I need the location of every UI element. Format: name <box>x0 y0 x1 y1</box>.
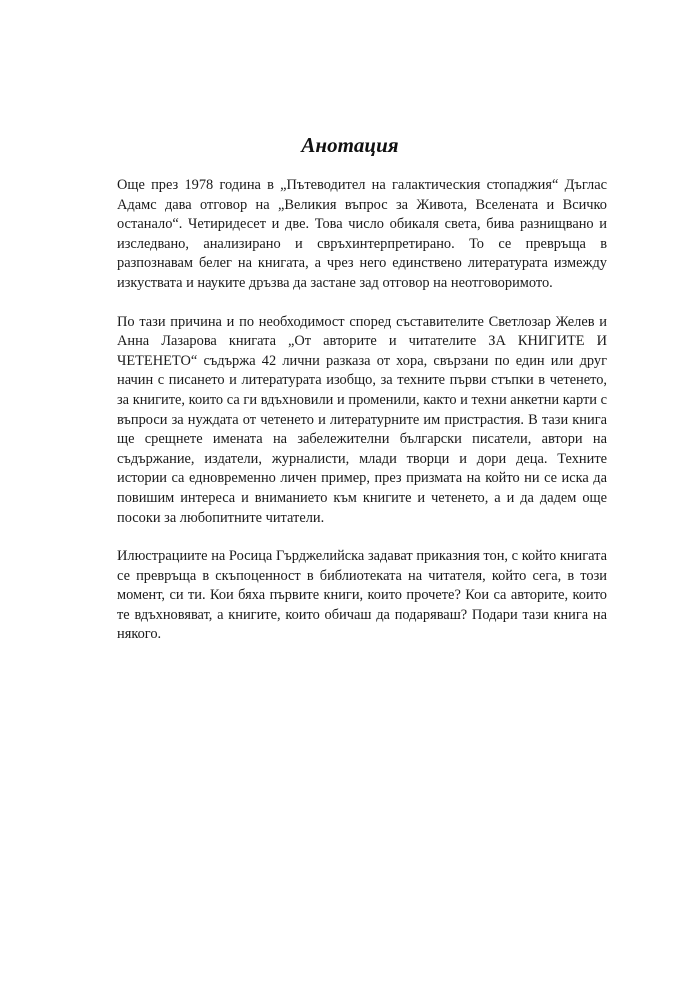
paragraph-3: Илюстрациите на Росица Гърджелийска задават приказния тон, с който книгата се превръща в скъпоценност в библиотеката на читателя, който сега, в този момент, си ти. Кои бяха първите книги, които прочете? Кои са авторите, които те вдъхновяват, а книгите, които обичаш да подаряваш? Подари тази книга на някого. <box>117 548 607 643</box>
paragraph-1: Още през 1978 година в „Пътеводител на галактическия стопаджия“ Дъглас Адамс дава отговор на „Великия въпрос за Живота, Вселената и Всичко останало“. Четиридесет и две. Това число обикаля света, бива разнищвано и изследвано, анализирано и свръхинтерпретирано. То се превръща в разпознавам белег на книгата, а чрез него единствено литературата измежду изкуствата и науките дръзва да застане зад отговор на неотговоримото. <box>117 177 607 291</box>
annotation-body <box>117 176 607 664</box>
page-title: Анотация <box>301 133 399 157</box>
paragraph-2: По тази причина и по необходимост според съставителите Светлозар Желев и Анна Лазарова книгата „От авторите и читателите ЗА КНИГИТЕ И ЧЕТЕНЕТО“ съдържа 42 лични разказа от хора, свързани по един или друг начин с писането и литературата изобщо, за техните първи стъпки в четенето, за книгите, които са ги вдъхновили и променили, както и техни анкетни карти с въпроси за нуждата от четенето и литературните им пристрастия. В тази книга ще срещнете имената на забележителни български писатели, автори на съдържание, издатели, журналисти, млади творци и дори деца. Техните истории са едновременно личен пример, през призмата на който ни се иска да повишим интереса и вниманието към книгите и четенето, а и да дадем още посоки за любопитните читатели. <box>117 313 607 526</box>
